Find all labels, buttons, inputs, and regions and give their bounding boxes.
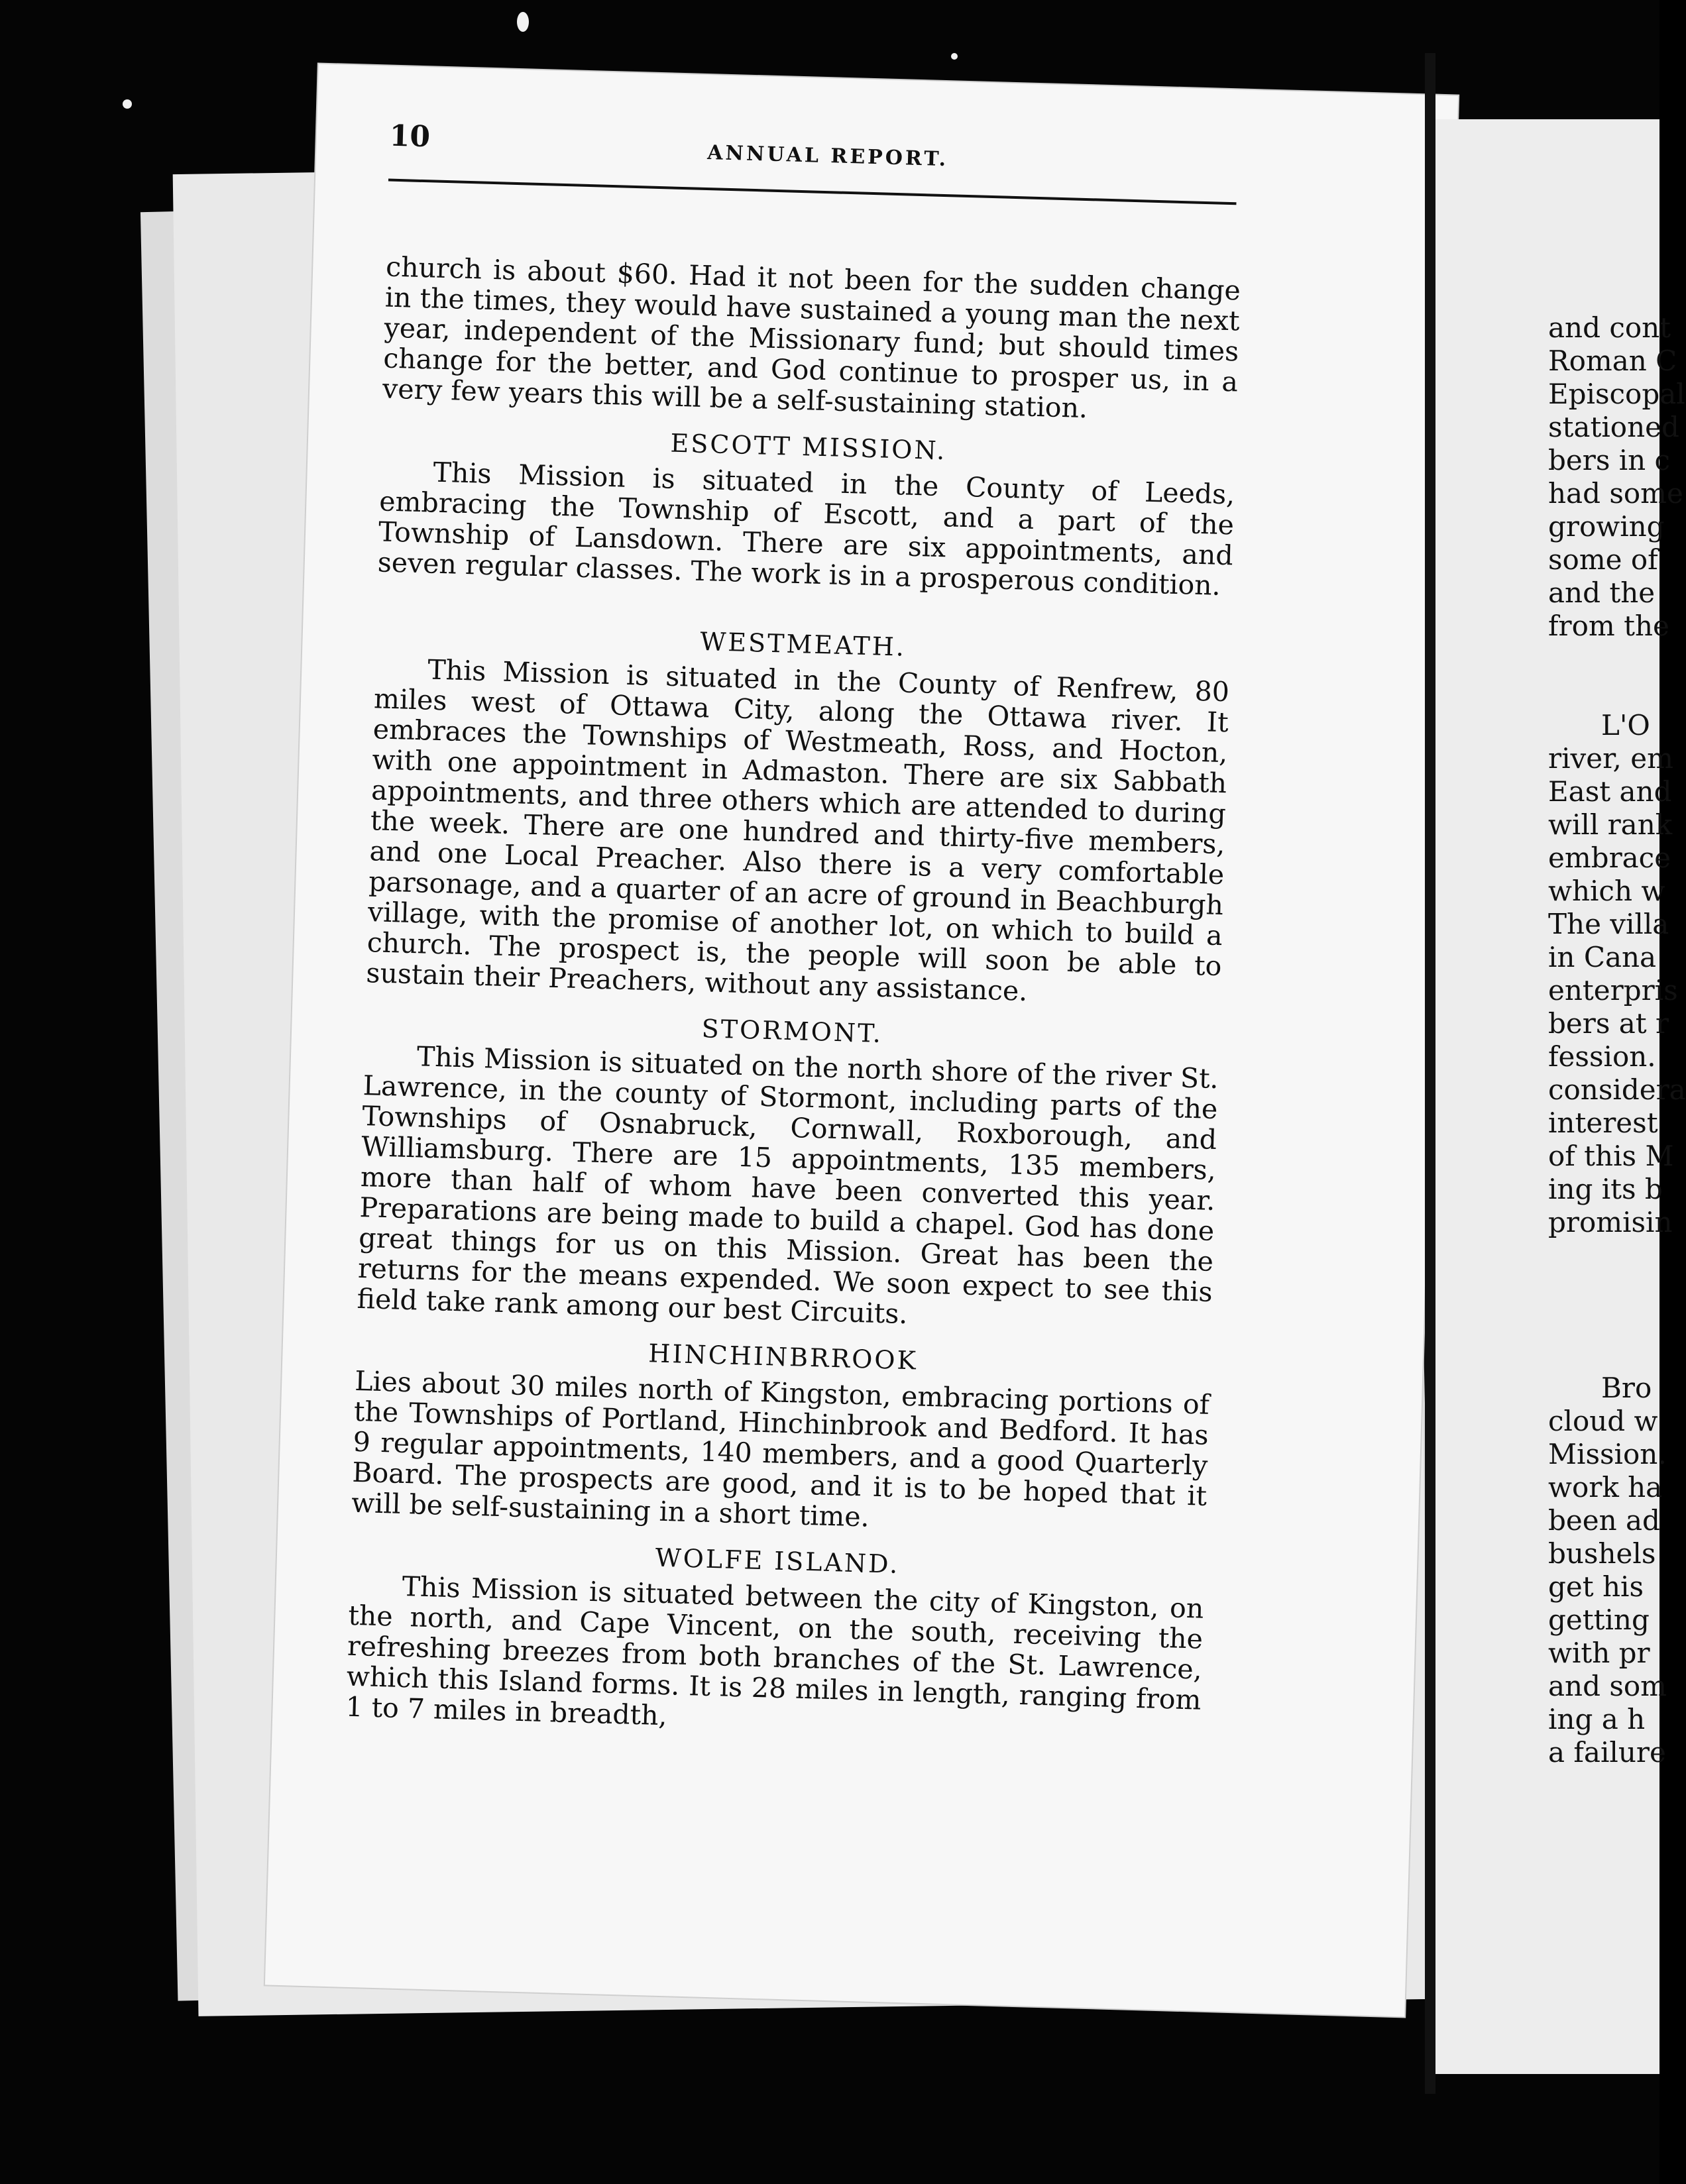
facing-page-line: promisin [1548, 1206, 1673, 1238]
facing-page-line: considera [1548, 1073, 1686, 1106]
facing-page-line: Episcopal [1548, 378, 1685, 410]
section-heading: WOLFE ISLAND. [655, 1543, 900, 1579]
section-text: This Mission is situated in the County of Leeds, embracing the Township of Escott, and a part of the Township of Lansdown. There are six appointments, and seven regular classes. The work is in a prosperous condition. [377, 456, 1235, 602]
section-text: Lies about 30 miles north of Kingston, embracing portions of the Townships of Portland, Hinchinbrook and Bedford. It has 9 regular appointments, 140 members, and a good Quarterly Board. The prospects are good, and it is to be hoped that it will be self-sustaining in a short time. [351, 1364, 1210, 1533]
facing-page-line: interest [1548, 1107, 1658, 1139]
facing-page-line: a failure [1548, 1736, 1666, 1769]
facing-page-line: Bro [1601, 1372, 1652, 1404]
running-head: ANNUAL REPORT. [706, 140, 949, 172]
header-rule [388, 179, 1237, 205]
facing-page-line: work ha [1548, 1471, 1663, 1503]
facing-page-line: will rank [1548, 808, 1673, 841]
page-header [388, 113, 1410, 214]
intro-paragraph: church is about $60. Had it not been for the sudden change in the times, they would have sustained a young man the next year, independent of the Missionary fund; but should times change for the better, and God continue to prosper us, in a very few years this will be a self-sustaining station. [382, 250, 1241, 425]
book-gutter [1425, 53, 1435, 2094]
facing-page-line: enterpris [1548, 974, 1678, 1007]
section-escott [377, 419, 1236, 601]
scan-speck [517, 12, 529, 32]
facing-page-line: and the [1548, 576, 1656, 609]
section-hinchinbrook [351, 1330, 1211, 1542]
facing-page-line: from the [1548, 610, 1669, 642]
page-number: 10 [389, 119, 431, 154]
section-heading: HINCHINBRROOK [647, 1338, 919, 1376]
section-wolfe-island [345, 1534, 1205, 1746]
facing-page-line: get his [1548, 1570, 1644, 1603]
facing-page-line: Roman C [1548, 345, 1677, 377]
facing-page-line: bers in c [1548, 444, 1671, 476]
facing-page-line: ing its b [1548, 1173, 1663, 1205]
facing-page-line: had some [1548, 477, 1683, 510]
facing-page-line: bers at r [1548, 1007, 1669, 1040]
facing-page-line: getting [1548, 1604, 1650, 1636]
section-heading: WESTMEATH. [699, 626, 907, 662]
scan-speck [951, 53, 958, 60]
facing-page [1435, 119, 1686, 2074]
facing-page-line: river, em [1548, 742, 1673, 775]
section-heading: ESCOTT MISSION. [670, 428, 947, 466]
section-heading: STORMONT. [701, 1014, 883, 1048]
page-content [339, 113, 1410, 1983]
facing-page-line: ing a h [1548, 1703, 1646, 1735]
body-text [345, 252, 1241, 1746]
facing-page-line: L'O [1601, 709, 1650, 741]
section-stormont [357, 1004, 1220, 1338]
facing-page-line: East and [1548, 775, 1672, 808]
section-text: This Mission is situated between the city of Kingston, on the north, and Cape Vincent, on the south, receiving the refreshing breezes from both branches of the St. Lawrence, which this Island forms. It is 28 miles in length, ranging from 1 to 7 miles in breadth, [345, 1570, 1204, 1732]
facing-page-line: some of [1548, 543, 1658, 576]
section-westmeath [366, 617, 1231, 1012]
facing-page-line: embrace [1548, 842, 1671, 874]
section-text: This Mission is situated on the north shore of the river St. Lawrence, in the county of Stormont, including parts of the Townships of Osnabruck, Cornwall, Roxborough, and Williamsburg. There are 15 appointments, 135 members, more than half of whom have been converted this year. Preparations are being made to build a chapel. God has done great things for us on this Mission. Great has been the returns for the means expended. We soon expect to see this field take rank among our best Circuits. [357, 1040, 1219, 1331]
facing-page-line: of this M [1548, 1140, 1674, 1172]
facing-page-line: bushels [1548, 1537, 1656, 1570]
document-page [265, 64, 1458, 2017]
facing-page-line: which w [1548, 875, 1665, 907]
facing-page-line: cloud w [1548, 1405, 1658, 1437]
facing-page-line: The villa [1548, 908, 1669, 940]
facing-page-line: with pr [1548, 1637, 1650, 1669]
facing-page-line: Mission. [1548, 1438, 1667, 1470]
facing-page-line: stationed [1548, 411, 1679, 443]
facing-page-line: and cont [1548, 311, 1671, 344]
facing-page-line: been ad [1548, 1504, 1660, 1537]
facing-page-line: in Cana [1548, 941, 1657, 973]
facing-page-line: fession. [1548, 1040, 1656, 1073]
scan-speck [123, 99, 132, 109]
facing-page-line: and som [1548, 1670, 1667, 1702]
section-text: This Mission is situated in the County of Renfrew, 80 miles west of Ottawa City, along the Ottawa river. It embraces the Townships of Westmeath, Ross, and Hocton, with one appointment in Admaston. There are six Sabbath appointments, and three others which are attended to during the week. There are one hundred and thirty-five members, and one Local Preacher. Also there is a very comfortable parsonage, and a quarter of an acre of ground in Beachburgh village, with the promise of another lot, on which to build a church. The prospect is, the people will soon be able to sustain their Preachers, without any assistance. [365, 653, 1230, 1007]
facing-page-line: growing [1548, 510, 1665, 543]
